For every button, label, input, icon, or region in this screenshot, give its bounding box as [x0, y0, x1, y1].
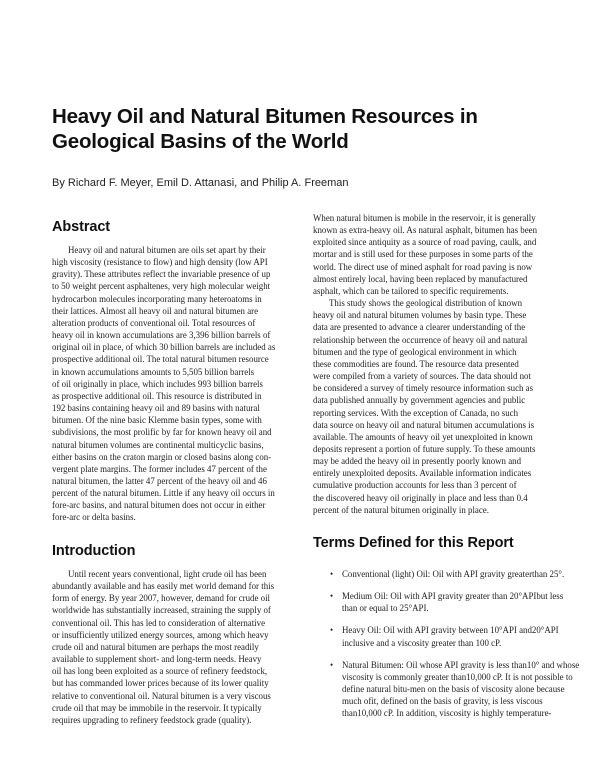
text-line: the discovered heavy oil originally in place and less than 0.4	[313, 492, 528, 503]
introduction-heading: Introduction	[52, 543, 136, 559]
text-line: bitumen and the type of geological environment in which	[313, 346, 517, 357]
term-item	[330, 659, 580, 720]
text-line: relationship between the occurrence of heavy oil and natural	[313, 334, 528, 345]
text-line: Medium Oil: Oil with API gravity greater than 20°API	[342, 591, 537, 602]
abstract-body	[52, 244, 307, 524]
text-line: prospective additional oil. The total natural bitumen resource	[52, 354, 269, 365]
text-line: may be added the heavy oil in presently poorly known and	[313, 456, 522, 467]
text-line: data published annually by government agencies and public	[313, 395, 526, 406]
text-line: hydrocarbon molecules incorporating many heteroatoms in	[52, 293, 262, 304]
text-line: conventional oil. This has led to consideration of alternative	[52, 617, 266, 628]
text-line: men on the basis of viscosity alone because much of	[342, 684, 565, 707]
text-line: percent of the natural bitumen originally in place.	[313, 504, 489, 515]
text-line: available to supplement short- and long-term needs. Heavy	[52, 654, 262, 665]
text-line: abundantly available and has easily met world demand for this	[52, 581, 275, 592]
text-line: alteration products of conventional oil. Total resources of	[52, 317, 256, 328]
text-line: relative to conventional oil. Natural bitumen is a very viscous	[52, 690, 271, 701]
text-line: requires upgrading to refinery feedstock grade (quality).	[52, 714, 252, 725]
text-line: Heavy oil and natural bitumen are oils set apart by their	[68, 245, 266, 255]
text-line: to 50 weight percent asphaltenes, very high molecular weight	[52, 281, 271, 292]
text-line: heavy oil in known accumulations are 3,396 billion barrels of	[52, 330, 271, 341]
text-line: world. The direct use of mined asphalt for road paving is now	[313, 261, 533, 272]
text-line: crude oil that may be immobile in the reservoir. It typically	[52, 702, 262, 713]
right-paragraph-2	[313, 297, 575, 516]
term-item	[330, 568, 580, 580]
text-line: but less than or equal to 25°API.	[342, 591, 564, 614]
text-line: in known accumulations amounts to 5,505 billion barrels	[52, 366, 255, 377]
bullet-icon: •	[330, 625, 334, 636]
text-line: natural bitumen, the latter 47 percent of the heavy oil and 46	[52, 475, 267, 486]
text-line: but has commanded lower prices because of its lower quality	[52, 678, 269, 689]
text-line: as prospective additional oil. This resource is distributed in	[52, 390, 262, 401]
right-column-body	[313, 212, 575, 516]
text-line: oil has long been exploited as a source of refinery feedstock,	[52, 666, 268, 677]
terms-heading: Terms Defined for this Report	[313, 535, 514, 551]
text-line: deposits represent a portion of future supply. To these amounts	[313, 443, 536, 454]
text-line: almost entirely local, having been replaced by manufactured	[313, 273, 528, 284]
text-line: percent of the natural bitumen. Little if any heavy oil occurs in	[52, 488, 275, 499]
text-line: 10,000 cP. In addition, viscosity is highly temperature-	[357, 708, 552, 719]
text-line: heavy oil and natural bitumen volumes by basin type. These	[313, 310, 527, 321]
text-line: Natural Bitumen: Oil whose API gravity is less than	[342, 659, 527, 670]
text-line: reporting services. With the exception of Canada, no such	[313, 407, 519, 418]
text-line: these commodities are found. The resource data presented	[313, 358, 519, 369]
right-paragraph-1	[313, 212, 575, 297]
text-line: Heavy Oil: Oil with API gravity between 10°API and	[342, 625, 532, 636]
text-line: 10° and whose viscosity is commonly greater than	[342, 659, 580, 682]
text-line: 192 basins containing heavy oil and 89 basins with natural	[52, 403, 260, 414]
text-line: form of energy. By year 2007, however, demand for crude oil	[52, 593, 270, 604]
text-line: high viscosity (resistance to flow) and high density (low API	[52, 257, 268, 268]
text-line: entirely unexploited deposits. Available information indicates	[313, 468, 532, 479]
text-line: exploited since antiquity as a source of road paving, caulk, and	[313, 237, 537, 248]
text-line: their lattices. Almost all heavy oil and natural bitumen are	[52, 305, 259, 316]
text-line: bitumen. Of the nine basic Klemme basin types, some with	[52, 415, 262, 426]
text-line: Conventional (light) Oil: Oil with API gravity greater	[342, 569, 533, 579]
text-line: cumulative production accounts for less than 3 percent of	[313, 480, 517, 491]
term-item	[330, 590, 580, 614]
text-line: it, defined on the basis of gravity, is less viscous than	[342, 696, 543, 719]
terms-list	[330, 568, 580, 730]
text-line: were compiled from a variety of sources. The data should not	[313, 371, 531, 382]
text-line: be considered a survey of timely resource information such as	[313, 383, 534, 394]
text-line: Until recent years conventional, light crude oil has been	[68, 569, 267, 579]
text-line: 20°API inclusive and a viscosity greater than 100 cP.	[342, 625, 559, 648]
text-line: data are presented to advance a clearer understanding of the	[313, 322, 526, 333]
text-line: original oil in place, of which 30 billion barrels are included as	[52, 342, 276, 353]
text-line: vergent plate margins. The former includes 47 percent of the	[52, 463, 267, 474]
text-line: data source on heavy oil and natural bitumen accumulations is	[313, 419, 535, 430]
paper-title: Heavy Oil and Natural Bitumen Resources in Geological Basins of the World	[52, 105, 478, 153]
text-line: asphalt, which can be tailored to specific requirements.	[313, 285, 509, 296]
bullet-icon: •	[330, 659, 334, 670]
text-line: crude oil and natural bitumen are perhaps the most readily	[52, 641, 259, 652]
bullet-icon: •	[330, 569, 334, 579]
term-item	[330, 624, 580, 648]
text-line: This study shows the geological distribution of known	[329, 298, 523, 309]
text-line: either basins on the craton margin or closed basins along con-	[52, 451, 272, 462]
text-line: subdivisions, the most prolific by far for known heavy oil and	[52, 427, 272, 438]
text-line: available. The amounts of heavy oil yet unexploited in known	[313, 431, 533, 442]
text-line: or insufficiently utilized energy sources, among which heavy	[52, 629, 269, 640]
bullet-icon: •	[330, 591, 334, 602]
text-line: of oil originally in place, which includes 993 billion barrels	[52, 378, 263, 389]
text-line: natural bitumen volumes are continental multicyclic basins,	[52, 439, 264, 450]
text-line: than 25°.	[532, 569, 565, 579]
abstract-heading: Abstract	[52, 219, 111, 235]
text-line: worldwide has substantially increased, straining the supply of	[52, 605, 271, 616]
text-line: gravity). These attributes reflect the invariable presence of up	[52, 269, 271, 280]
authors-line: By Richard F. Meyer, Emil D. Attanasi, and Philip A. Freeman	[52, 177, 349, 189]
text-line: 10,000 cP. It is not possible to define natural bitu-	[342, 671, 573, 695]
text-line: fore-arc basins, and natural bitumen does not occur in either	[52, 500, 266, 511]
text-line: fore-arc or delta basins.	[52, 512, 136, 523]
text-line: known as extra-heavy oil. As natural asphalt, bitumen has been	[313, 225, 538, 236]
introduction-body	[52, 568, 307, 726]
text-line: When natural bitumen is mobile in the reservoir, it is generally	[313, 213, 536, 223]
text-line: mortar and is still used for these purposes in some parts of the	[313, 249, 533, 260]
